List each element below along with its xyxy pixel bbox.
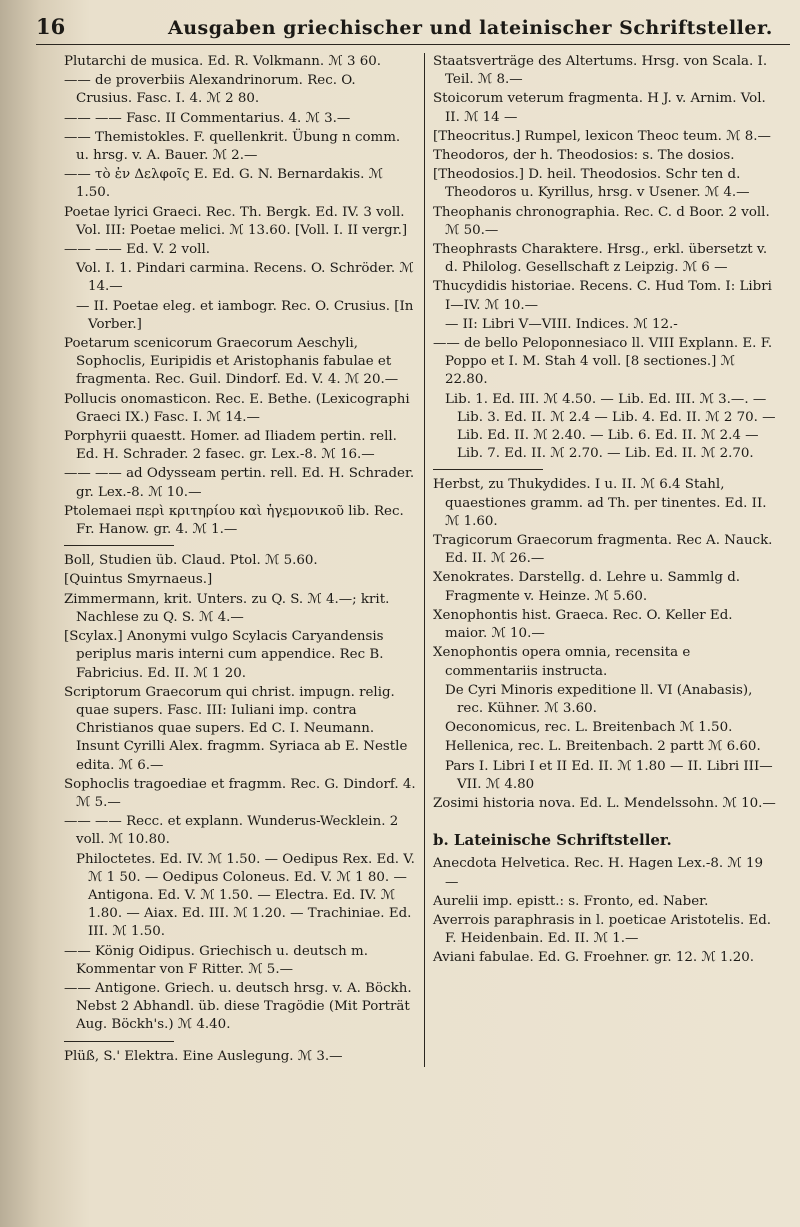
entry: —— König Oidipus. Griechisch u. deutsch m. Kommentar von F Ritter. ℳ 5.— xyxy=(64,943,368,977)
entry: Aviani fabulae. Ed. G. Froehner. gr. 12. ℳ 1.20. xyxy=(433,950,755,966)
two-column-body xyxy=(64,53,790,1067)
entry: Hellenica, rec. L. Breitenbach. 2 partt ℳ 6.60. xyxy=(445,739,761,755)
entry: Aurelii imp. epistt.: s. Fronto, ed. Naber. xyxy=(433,893,709,909)
entry: Pars I. Libri I et II Ed. II. ℳ 1.80 — II. Libri III—VII. ℳ 4.80 xyxy=(445,758,773,792)
entry: Theodoros, der h. Theodosios: s. The dosios. xyxy=(433,148,735,164)
entry: Philoctetes. Ed. IV. ℳ 1.50. — Oedipus Rex. Ed. V. ℳ 1 50. — Oedipus Coloneus. Ed. V. ℳ 1 80. — Antigona. Ed. V. ℳ 1.50. — Electra. Ed. IV. ℳ 1.80. — Aiax. Ed. III. ℳ 1.20. — Trachiniae. Ed. III. ℳ 1.50. xyxy=(76,851,415,940)
entry: Stoicorum veterum fragmenta. H J. v. Arnim. Vol. II. ℳ 14 — xyxy=(433,91,766,125)
entry: Xenokrates. Darstellg. d. Lehre u. Sammlg d. Fragmente v. Heinze. ℳ 5.60. xyxy=(433,570,741,604)
entry: Anecdota Helvetica. Rec. H. Hagen Lex.-8. ℳ 19 — xyxy=(433,856,764,890)
entry: Lib. 1. Ed. III. ℳ 4.50. — Lib. Ed. III. ℳ 3.—. — Lib. 3. Ed. II. ℳ 2.4 — Lib. 4. Ed. II. ℳ 2 70. — Lib. Ed. II. ℳ 2.40. — Lib. 6. Ed. II. ℳ 2.4 — Lib. 7. Ed. II. ℳ 2.70. — Lib. Ed. II. ℳ 2.70. xyxy=(445,391,776,462)
entry: Theophrasts Charaktere. Hrsg., erkl. übersetzt v. d. Philolog. Gesellschaft z Leipzig. ℳ 6 — xyxy=(433,242,768,276)
entry: Ptolemaei περὶ κριτηρίου καὶ ἡγεμονικοῦ lib. Rec. Fr. Hanow. gr. 4. ℳ 1.— xyxy=(64,503,404,538)
entry: Xenophontis hist. Graeca. Rec. O. Keller Ed. maior. ℳ 10.— xyxy=(433,607,733,642)
entry: Plüß, S.' Elektra. Eine Auslegung. ℳ 3.— xyxy=(64,1048,343,1064)
entry: Poetae lyrici Graeci. Rec. Th. Bergk. Ed. IV. 3 voll. Vol. III: Poetae melici. ℳ 13.60. [Voll. I. II vergr.] xyxy=(64,204,408,238)
divider xyxy=(64,1041,174,1042)
entry: —— —— ad Odysseam pertin. rell. Ed. H. Schrader. gr. Lex.-8. ℳ 10.— xyxy=(64,466,415,500)
entry: Sophoclis tragoediae et fragmm. Rec. G. Dindorf. 4. ℳ 5.— xyxy=(64,776,416,810)
entry: Oeconomicus, rec. L. Breitenbach ℳ 1.50. xyxy=(445,720,733,736)
divider xyxy=(64,545,174,546)
entry: — II. Poetae eleg. et iambogr. Rec. O. Crusius. [In Vorber.] xyxy=(76,298,414,332)
entry: Herbst, zu Thukydides. I u. II. ℳ 6.4 Stahl, quaestiones gramm. ad Th. per tinentes. Ed. II. ℳ 1.60. xyxy=(433,477,767,529)
entry: [Theodosios.] D. heil. Theodosios. Schr ten d. Theodoros u. Kyrillus, hrsg. v Usener. ℳ 4.— xyxy=(433,167,750,201)
entry: — II: Libri V—VIII. Indices. ℳ 12.- xyxy=(445,316,678,332)
running-title: Ausgaben griechischer und lateinischer Schriftsteller. xyxy=(168,17,773,39)
entry: [Quintus Smyrnaeus.] xyxy=(64,572,213,588)
entry: Xenophontis opera omnia, recensita e commentariis instructa. xyxy=(433,645,691,679)
entry: —— Themistokles. F. quellenkrit. Übung n comm. u. hrsg. v. A. Bauer. ℳ 2.— xyxy=(64,129,401,164)
entry: —— de proverbiis Alexandrinorum. Rec. O. Crusius. Fasc. I. 4. ℳ 2 80. xyxy=(64,73,356,107)
entry: Zosimi historia nova. Ed. L. Mendelssohn. ℳ 10.— xyxy=(433,795,776,811)
divider xyxy=(433,469,543,470)
entry: Averrois paraphrasis in l. poeticae Aristotelis. Ed. F. Heidenbain. Ed. II. ℳ 1.— xyxy=(433,912,772,947)
entry: —— —— Fasc. II Commentarius. 4. ℳ 3.— xyxy=(64,110,351,126)
entry: Porphyrii quaestt. Homer. ad Iliadem pertin. rell. Ed. H. Schrader. 2 fasec. gr. Lex.-8. ℳ 16.— xyxy=(64,429,397,463)
entry: Boll, Studien üb. Claud. Ptol. ℳ 5.60. xyxy=(64,553,318,569)
entry: —— τὸ ἐν Δελφοῖς Ε. Ed. G. N. Bernardakis. ℳ 1.50. xyxy=(64,167,383,201)
page-number: 16 xyxy=(36,14,66,39)
entry: [Theocritus.] Rumpel, lexicon Theoc teum. ℳ 8.— xyxy=(433,128,771,144)
page-header xyxy=(36,14,790,45)
entry: Tragicorum Graecorum fragmenta. Rec A. Nauck. Ed. II. ℳ 26.— xyxy=(433,533,773,567)
entry: Poetarum scenicorum Graecorum Aeschyli, Sophoclis, Euripidis et Aristophanis fabulae et fragmenta. Rec. Guil. Dindorf. Ed. V. 4. ℳ 20.— xyxy=(64,336,399,388)
entry: —— Antigone. Griech. u. deutsch hrsg. v. A. Böckh. Nebst 2 Abhandl. üb. diese Tragödie (Mit Porträt Aug. Böckh's.) ℳ 4.40. xyxy=(64,980,412,1033)
entry: Pollucis onomasticon. Rec. E. Bethe. (Lexicographi Graeci IX.) Fasc. I. ℳ 14.— xyxy=(64,391,410,425)
entry: Theophanis chronographia. Rec. C. d Boor. 2 voll. ℳ 50.— xyxy=(433,204,770,238)
entry: [Scylax.] Anonymi vulgo Scylacis Caryandensis periplus maris interni cum appendice. Rec B. Fabricius. Ed. II. ℳ 1 20. xyxy=(64,629,384,681)
section-heading: b. Lateinische Schriftsteller. xyxy=(433,831,672,850)
right-column xyxy=(425,53,777,1067)
entry: Staatsverträge des Altertums. Hrsg. von Scala. I. Teil. ℳ 8.— xyxy=(433,54,768,88)
left-column xyxy=(64,53,425,1067)
entry: Vol. I. 1. Pindari carmina. Recens. O. Schröder. ℳ 14.— xyxy=(76,261,414,295)
entry: —— de bello Peloponnesiaco ll. VIII Explann. E. F. Poppo et I. M. Stah 4 voll. [8 sectiones.] ℳ 22.80. xyxy=(433,336,773,388)
entry: Thucydidis historiae. Recens. C. Hud Tom. I: Libri I—IV. ℳ 10.— xyxy=(433,279,772,313)
entry: —— —— Ed. V. 2 voll. xyxy=(64,242,211,258)
entry: —— —— Recc. et explann. Wunderus-Wecklein. 2 voll. ℳ 10.80. xyxy=(64,814,399,848)
entry: Zimmermann, krit. Unters. zu Q. S. ℳ 4.—; krit. Nachlese zu Q. S. ℳ 4.— xyxy=(64,591,390,625)
entry: De Cyri Minoris expeditione ll. VI (Anabasis), rec. Kühner. ℳ 3.60. xyxy=(445,682,753,716)
entry: Plutarchi de musica. Ed. R. Volkmann. ℳ 3 60. xyxy=(64,54,382,69)
entry: Scriptorum Graecorum qui christ. impugn. relig. quae supers. Fasc. III: Iuliani imp. contra Christianos quae supers. Ed C. I. Neumann. Insunt Cyrilli Alex. fragmm. Syriaca ab E. Nestle edita. ℳ 6.— xyxy=(64,684,408,773)
